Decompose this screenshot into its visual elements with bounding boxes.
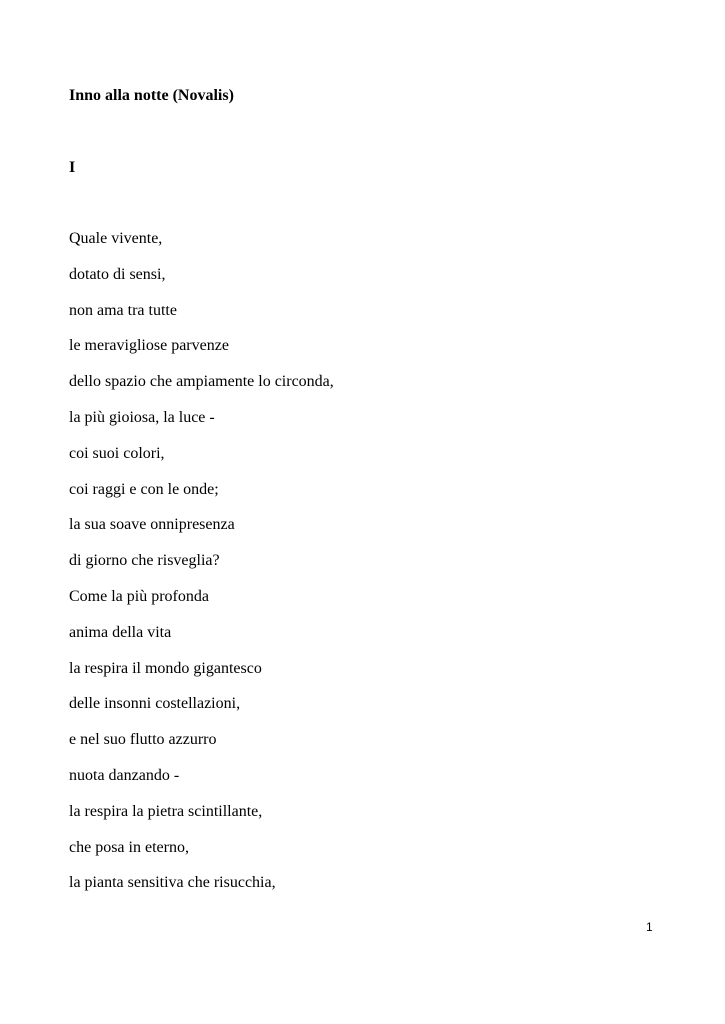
poem-line: nuota danzando - — [69, 766, 180, 784]
poem-line: le meravigliose parvenze — [69, 337, 229, 355]
poem-line: e nel suo flutto azzurro — [69, 731, 217, 749]
poem-line: la respira la pietra scintillante, — [69, 802, 263, 820]
poem-text — [69, 229, 334, 909]
poem-line: Come la più profonda — [69, 587, 209, 605]
poem-line: la più gioiosa, la luce - — [69, 408, 215, 426]
poem-line: non ama tra tutte — [69, 301, 177, 319]
poem-line: coi suoi colori, — [69, 444, 165, 462]
poem-line: che posa in eterno, — [69, 838, 189, 856]
poem-line: coi raggi e con le onde; — [69, 480, 219, 498]
poem-line: dello spazio che ampiamente lo circonda, — [69, 373, 334, 391]
poem-line: la pianta sensitiva che risucchia, — [69, 874, 276, 892]
poem-line: delle insonni costellazioni, — [69, 695, 241, 713]
poem-line: di giorno che risveglia? — [69, 552, 220, 570]
page-number: 1 — [646, 920, 653, 934]
poem-line: la sua soave onnipresenza — [69, 516, 235, 534]
poem-line: dotato di sensi, — [69, 265, 166, 283]
poem-line: Quale vivente, — [69, 230, 163, 247]
poem-line: anima della vita — [69, 623, 172, 641]
section-heading: I — [69, 159, 76, 176]
document-title: Inno alla notte (Novalis) — [69, 87, 234, 104]
poem-line: la respira il mondo gigantesco — [69, 659, 262, 677]
